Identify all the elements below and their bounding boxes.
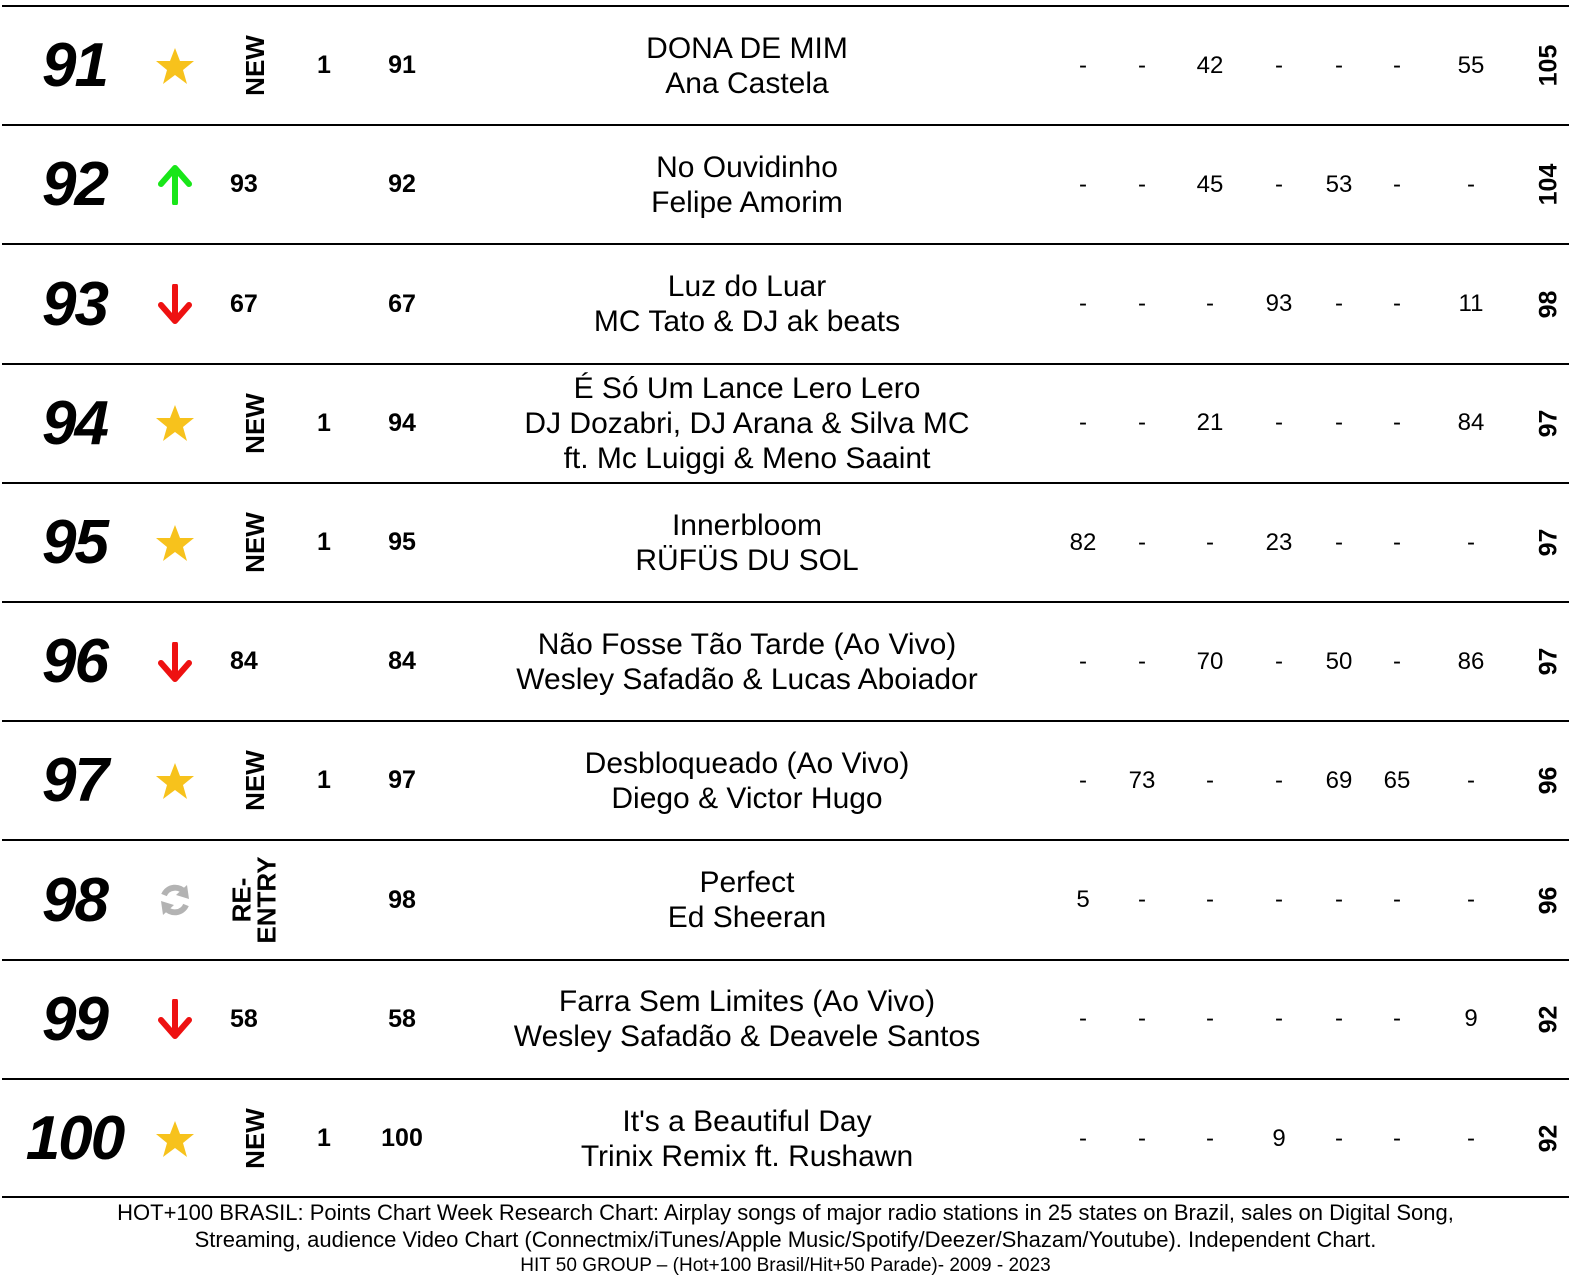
chart-row [2, 601, 1569, 721]
chart-row [2, 839, 1569, 959]
points-value: 96 [1534, 886, 1563, 915]
points-value: 97 [1534, 409, 1563, 438]
chart-row [2, 482, 1569, 602]
song-info [492, 722, 1002, 840]
source-score: - [1275, 886, 1283, 914]
source-score: - [1335, 51, 1343, 79]
song-artist: Ed Sheeran [667, 901, 827, 935]
points-value: 104 [1534, 164, 1563, 206]
chart-row [2, 720, 1569, 840]
peak-position: 97 [388, 766, 416, 795]
source-score: - [1138, 528, 1146, 556]
rank-number: 94 [42, 388, 107, 458]
footer-line-1: HOT+100 BRASIL: Points Chart Week Research Chart: Airplay songs of major radio stations in 25 states on Brazil, sales on Digital Song, [117, 1200, 1454, 1225]
source-score: - [1275, 170, 1283, 198]
footer [0, 1199, 1571, 1278]
status-label [210, 484, 300, 602]
source-score: - [1393, 51, 1401, 79]
source-score: - [1335, 528, 1343, 556]
rank-number: 99 [42, 984, 107, 1054]
rank-number: 100 [25, 1104, 124, 1174]
points-value: 105 [1534, 44, 1563, 87]
source-score: 5 [1076, 886, 1090, 914]
source-score: - [1393, 886, 1401, 914]
rank-number: 91 [42, 31, 107, 101]
source-score: 11 [1458, 290, 1484, 318]
source-score: - [1138, 170, 1146, 198]
chart-row [2, 1078, 1569, 1198]
divider [2, 1196, 1569, 1198]
chart-row [2, 959, 1569, 1079]
song-info [492, 484, 1002, 602]
rank-number: 92 [42, 150, 107, 220]
weeks-on-chart: 1 [317, 408, 331, 437]
weeks-on-chart: 1 [317, 528, 331, 557]
source-score: 84 [1457, 409, 1485, 437]
song-info [492, 365, 1002, 483]
song-title: Luz do Luar [667, 270, 827, 304]
peak-position: 84 [388, 647, 416, 676]
chart-row [2, 5, 1569, 125]
peak-position: 67 [388, 289, 416, 318]
song-artist: MC Tato & DJ ak beats [593, 305, 901, 339]
source-score: 9 [1464, 1005, 1478, 1033]
song-title: É Só Um Lance Lero Lero [573, 371, 921, 405]
source-score: - [1335, 1005, 1343, 1033]
source-score: - [1335, 1124, 1343, 1152]
source-score: 50 [1325, 647, 1353, 675]
source-score: - [1275, 51, 1283, 79]
peak-position: 58 [388, 1004, 416, 1033]
source-score: - [1206, 1124, 1214, 1152]
source-score: - [1467, 1124, 1475, 1152]
source-score: - [1275, 409, 1283, 437]
star-icon [150, 365, 200, 483]
source-score: - [1393, 409, 1401, 437]
weeks-on-chart: 1 [317, 51, 331, 80]
total-points [1529, 722, 1569, 840]
source-score: - [1206, 290, 1214, 318]
total-points [1529, 961, 1569, 1079]
arrow-down-icon [150, 603, 200, 721]
source-score: - [1275, 766, 1283, 794]
total-points [1529, 841, 1569, 959]
status-text: NEW [239, 1108, 270, 1169]
song-artist: Trinix Remix ft. Rushawn [580, 1139, 914, 1173]
points-value: 97 [1534, 528, 1563, 557]
source-score: - [1393, 1124, 1401, 1152]
song-artist: ft. Mc Luiggi & Meno Saaint [563, 441, 931, 475]
source-score: - [1138, 290, 1146, 318]
source-score: - [1079, 766, 1087, 794]
last-week-position [210, 603, 300, 721]
status-text: NEW [239, 750, 270, 812]
rank-number: 95 [42, 508, 107, 578]
chart-row [2, 243, 1569, 363]
total-points [1529, 126, 1569, 244]
source-score: - [1335, 290, 1343, 318]
status-label [210, 722, 300, 840]
peak-position: 91 [388, 51, 416, 80]
source-score: - [1079, 170, 1087, 198]
weeks-on-chart [302, 841, 346, 959]
source-score: - [1138, 51, 1146, 79]
song-info [492, 603, 1002, 721]
source-score: - [1275, 1005, 1283, 1033]
source-score: - [1079, 647, 1087, 675]
points-value: 96 [1534, 767, 1563, 795]
song-info [492, 126, 1002, 244]
song-title: Farra Sem Limites (Ao Vivo) [558, 985, 936, 1019]
song-artist: Wesley Safadão & Deavele Santos [513, 1020, 981, 1054]
chart-row [2, 363, 1569, 483]
total-points [1529, 245, 1569, 363]
status-text: NEW [239, 393, 270, 454]
weeks-on-chart: 1 [317, 766, 331, 795]
source-score: - [1138, 886, 1146, 914]
song-info [492, 961, 1002, 1079]
source-score: - [1393, 1005, 1401, 1033]
points-value: 92 [1534, 1124, 1563, 1153]
source-score: - [1206, 886, 1214, 914]
source-score: 23 [1265, 528, 1293, 556]
source-score: - [1206, 528, 1214, 556]
song-title: DONA DE MIM [646, 31, 848, 65]
status-label [210, 841, 300, 959]
total-points [1529, 603, 1569, 721]
source-score: 21 [1196, 409, 1224, 437]
song-artist: Wesley Safadão & Lucas Aboiador [516, 662, 978, 696]
song-artist: DJ Dozabri, DJ Arana & Silva MC [524, 406, 970, 440]
song-info [492, 1080, 1002, 1198]
last-week-value: 67 [230, 289, 258, 318]
source-score: 45 [1196, 170, 1224, 198]
source-score: - [1467, 170, 1475, 198]
source-score: 86 [1457, 647, 1485, 675]
song-info [492, 7, 1002, 125]
source-score: 73 [1128, 766, 1156, 794]
song-title: It's a Beautiful Day [622, 1104, 872, 1138]
last-week-value: 93 [230, 170, 258, 199]
song-artist: Ana Castela [665, 66, 829, 100]
source-score: 69 [1325, 766, 1353, 794]
source-score: - [1138, 1124, 1146, 1152]
total-points [1529, 365, 1569, 483]
song-title: Perfect [699, 866, 795, 900]
points-value: 98 [1534, 290, 1563, 319]
points-value: 92 [1534, 1005, 1563, 1034]
source-score: 82 [1069, 528, 1097, 556]
song-title: Desbloqueado (Ao Vivo) [584, 746, 910, 780]
source-score: 53 [1325, 170, 1353, 198]
source-score: - [1393, 290, 1401, 318]
source-score: - [1467, 528, 1475, 556]
song-title: No Ouvidinho [656, 150, 838, 184]
status-label [210, 365, 300, 483]
peak-position: 94 [388, 408, 416, 437]
footer-line-2: Streaming, audience Video Chart (Connectmix/iTunes/Apple Music/Spotify/Deezer/Shazam/Youtube). Independent Chart. [194, 1227, 1377, 1252]
source-score: - [1206, 1005, 1214, 1033]
last-week-position [210, 126, 300, 244]
total-points [1529, 1080, 1569, 1198]
source-score: 55 [1457, 51, 1485, 79]
source-score: - [1467, 886, 1475, 914]
source-score: 9 [1272, 1124, 1286, 1152]
star-icon [150, 484, 200, 602]
star-icon [150, 1080, 200, 1198]
source-score: - [1335, 409, 1343, 437]
footer-line-3: HIT 50 GROUP – (Hot+100 Brasil/Hit+50 Parade)- 2009 - 2023 [520, 1255, 1051, 1276]
source-score: - [1206, 766, 1214, 794]
peak-position: 95 [388, 528, 416, 557]
song-artist: Felipe Amorim [651, 185, 843, 219]
star-icon [150, 722, 200, 840]
source-score: - [1393, 647, 1401, 675]
peak-position: 98 [388, 885, 416, 914]
source-score: - [1079, 1005, 1087, 1033]
source-score: - [1079, 1124, 1087, 1152]
weeks-on-chart: 1 [317, 1124, 331, 1153]
rank-number: 96 [42, 627, 107, 697]
peak-position: 92 [388, 170, 416, 199]
source-score: - [1335, 886, 1343, 914]
last-week-value: 58 [230, 1004, 258, 1033]
source-score: 93 [1265, 290, 1293, 318]
rank-number: 98 [42, 865, 107, 935]
source-score: 42 [1196, 51, 1224, 79]
star-icon [150, 7, 200, 125]
source-score: - [1275, 647, 1283, 675]
re-entry-icon [150, 841, 200, 959]
source-score: - [1138, 409, 1146, 437]
rank-number: 93 [42, 269, 107, 339]
rank-number: 97 [42, 746, 107, 816]
last-week-value: 84 [230, 647, 258, 676]
song-title: Não Fosse Tão Tarde (Ao Vivo) [537, 627, 957, 661]
points-value: 97 [1534, 647, 1563, 676]
last-week-position [210, 245, 300, 363]
total-points [1529, 7, 1569, 125]
status-text: NEW [239, 512, 270, 573]
arrow-down-icon [150, 245, 200, 363]
source-score: - [1138, 647, 1146, 675]
chart-row [2, 124, 1569, 244]
arrow-up-icon [150, 126, 200, 244]
source-score: - [1467, 766, 1475, 794]
status-text: NEW [239, 35, 270, 97]
peak-position: 100 [381, 1124, 423, 1153]
status-text: RE- ENTRY [227, 856, 282, 944]
last-week-position [210, 961, 300, 1079]
source-score: - [1079, 51, 1087, 79]
source-score: - [1393, 170, 1401, 198]
status-label [210, 1080, 300, 1198]
source-score: 70 [1196, 647, 1224, 675]
song-title: Innerbloom [671, 508, 823, 542]
source-score: - [1393, 528, 1401, 556]
song-info [492, 841, 1002, 959]
source-score: - [1138, 1005, 1146, 1033]
source-score: 65 [1383, 766, 1411, 794]
total-points [1529, 484, 1569, 602]
status-label [210, 7, 300, 125]
source-score: - [1079, 290, 1087, 318]
arrow-down-icon [150, 961, 200, 1079]
song-artist: Diego & Victor Hugo [611, 781, 883, 815]
song-artist: RÜFÜS DU SOL [635, 543, 859, 577]
song-info [492, 245, 1002, 363]
source-score: - [1079, 409, 1087, 437]
